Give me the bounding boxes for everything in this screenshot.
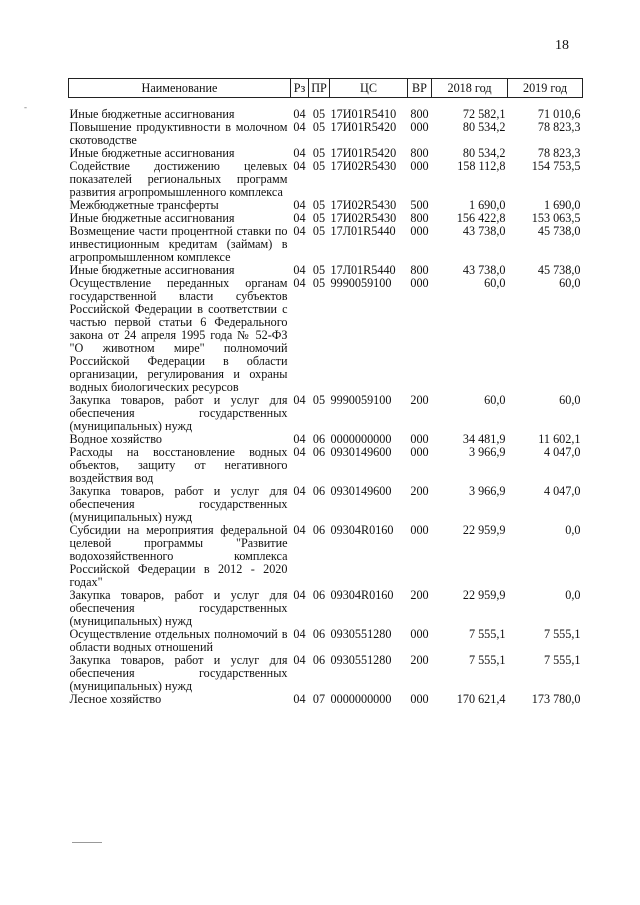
col-header-vr: ВР xyxy=(408,79,432,98)
row-value-2018: 156 422,8 xyxy=(456,211,506,225)
row-value-2019: 4 047,0 xyxy=(543,484,581,498)
row-name: Иные бюджетные ассигнования xyxy=(69,263,235,277)
row-pr: 06 xyxy=(312,445,326,459)
table-body xyxy=(69,98,583,707)
row-rz: 04 xyxy=(293,445,306,459)
budget-table xyxy=(68,78,583,706)
row-pr: 05 xyxy=(312,224,326,238)
row-value-2019: 1 690,0 xyxy=(543,198,581,212)
table-header-row xyxy=(69,79,583,98)
row-pr: 05 xyxy=(312,146,326,160)
row-value-2019: 4 047,0 xyxy=(543,445,581,459)
col-header-name: Наименование xyxy=(69,79,291,98)
row-cs: 0930551280 xyxy=(330,653,392,667)
table-row xyxy=(69,628,583,654)
row-value-2018: 60,0 xyxy=(484,393,506,407)
table-row xyxy=(69,98,583,122)
table-row xyxy=(69,654,583,693)
row-pr: 05 xyxy=(312,393,326,407)
row-rz: 04 xyxy=(293,120,306,134)
table-row xyxy=(69,693,583,706)
row-value-2018: 80 534,2 xyxy=(462,146,506,160)
row-rz: 04 xyxy=(293,159,306,173)
row-pr: 05 xyxy=(312,211,326,225)
row-vr: 000 xyxy=(410,224,429,238)
row-name: Осуществление переданных органам государственной власти субъектов Российской Федерации в соответствии с частью первой статьи 6 Федерального закона от 24 апреля 1995 года № 52-ФЗ "О животном мире" полномочий Российской Федерации в области организации, регулирования и охраны водных биологических ресурсов xyxy=(69,276,288,394)
row-pr: 06 xyxy=(312,432,326,446)
row-name: Иные бюджетные ассигнования xyxy=(69,211,235,225)
table-row xyxy=(69,589,583,628)
margin-mark: - xyxy=(24,102,27,112)
row-vr: 000 xyxy=(410,523,429,537)
row-pr: 07 xyxy=(312,692,326,706)
row-rz: 04 xyxy=(293,263,306,277)
row-rz: 04 xyxy=(293,588,306,602)
row-name: Закупка товаров, работ и услуг для обеспечения государственных (муниципальных) нужд xyxy=(69,393,288,433)
row-name: Водное хозяйство xyxy=(69,432,162,446)
row-rz: 04 xyxy=(293,653,306,667)
row-pr: 06 xyxy=(312,523,326,537)
row-value-2019: 71 010,6 xyxy=(537,107,581,121)
row-rz: 04 xyxy=(293,276,306,290)
row-value-2019: 78 823,3 xyxy=(537,120,581,134)
row-vr: 000 xyxy=(410,692,429,706)
row-cs: 0930149600 xyxy=(330,484,392,498)
row-name: Закупка товаров, работ и услуг для обеспечения государственных (муниципальных) нужд xyxy=(69,588,288,628)
row-vr: 800 xyxy=(410,211,429,225)
row-name: Содействие достижению целевых показателей региональных программ развития агропромышленного комплекса xyxy=(69,159,288,199)
row-vr: 200 xyxy=(410,653,429,667)
row-value-2018: 43 738,0 xyxy=(462,263,506,277)
row-pr: 05 xyxy=(312,107,326,121)
row-value-2019: 45 738,0 xyxy=(537,224,581,238)
row-cs: 17Л01R5440 xyxy=(330,224,396,238)
row-pr: 06 xyxy=(312,588,326,602)
row-vr: 000 xyxy=(410,445,429,459)
row-pr: 05 xyxy=(312,263,326,277)
row-vr: 000 xyxy=(410,120,429,134)
row-value-2019: 173 780,0 xyxy=(531,692,581,706)
table-row xyxy=(69,524,583,589)
row-value-2019: 60,0 xyxy=(559,393,581,407)
row-pr: 05 xyxy=(312,159,326,173)
row-rz: 04 xyxy=(293,211,306,225)
row-value-2018: 3 966,9 xyxy=(468,445,506,459)
row-cs: 17И01R5410 xyxy=(330,107,397,121)
table-row xyxy=(69,394,583,433)
row-value-2019: 0,0 xyxy=(565,588,581,602)
row-name: Иные бюджетные ассигнования xyxy=(69,146,235,160)
row-value-2019: 153 063,5 xyxy=(531,211,581,225)
row-pr: 06 xyxy=(312,653,326,667)
row-pr: 06 xyxy=(312,484,326,498)
row-cs: 09304R0160 xyxy=(330,523,394,537)
row-cs: 9990059100 xyxy=(330,276,392,290)
col-header-pr: ПР xyxy=(309,79,330,98)
row-vr: 800 xyxy=(410,146,429,160)
row-cs: 9990059100 xyxy=(330,393,392,407)
row-value-2019: 7 555,1 xyxy=(543,627,581,641)
row-pr: 05 xyxy=(312,276,326,290)
table-row xyxy=(69,160,583,199)
row-vr: 200 xyxy=(410,484,429,498)
row-value-2018: 43 738,0 xyxy=(462,224,506,238)
table-row xyxy=(69,121,583,147)
row-rz: 04 xyxy=(293,627,306,641)
row-value-2019: 60,0 xyxy=(559,276,581,290)
row-vr: 000 xyxy=(410,627,429,641)
table-row xyxy=(69,225,583,264)
row-vr: 800 xyxy=(410,107,429,121)
row-pr: 05 xyxy=(312,120,326,134)
row-name: Расходы на восстановление водных объектов, защиту от негативного воздействия вод xyxy=(69,445,288,485)
row-vr: 200 xyxy=(410,393,429,407)
table-row xyxy=(69,485,583,524)
row-pr: 05 xyxy=(312,198,326,212)
row-value-2018: 34 481,9 xyxy=(462,432,506,446)
row-value-2018: 1 690,0 xyxy=(468,198,506,212)
row-rz: 04 xyxy=(293,523,306,537)
row-vr: 500 xyxy=(410,198,429,212)
col-header-cs: ЦС xyxy=(330,79,408,98)
row-value-2018: 22 959,9 xyxy=(462,523,506,537)
row-name: Закупка товаров, работ и услуг для обеспечения государственных (муниципальных) нужд xyxy=(69,653,288,693)
col-header-2019: 2019 год xyxy=(508,79,583,98)
row-cs: 0000000000 xyxy=(330,432,392,446)
row-value-2018: 170 621,4 xyxy=(456,692,506,706)
row-vr: 000 xyxy=(410,432,429,446)
row-value-2018: 72 582,1 xyxy=(462,107,506,121)
row-cs: 09304R0160 xyxy=(330,588,394,602)
row-cs: 0930149600 xyxy=(330,445,392,459)
row-vr: 000 xyxy=(410,276,429,290)
row-name: Возмещение части процентной ставки по инвестиционным кредитам (займам) в агропромышленном комплексе xyxy=(69,224,288,264)
row-rz: 04 xyxy=(293,107,306,121)
row-value-2018: 3 966,9 xyxy=(468,484,506,498)
row-name: Закупка товаров, работ и услуг для обеспечения государственных (муниципальных) нужд xyxy=(69,484,288,524)
row-name: Субсидии на мероприятия федеральной целевой программы "Развитие водохозяйственного комплекса Российской Федерации в 2012 - 2020 годах" xyxy=(69,523,288,589)
row-name: Межбюджетные трансферты xyxy=(69,198,219,212)
row-cs: 17И02R5430 xyxy=(330,211,397,225)
row-name: Повышение продуктивности в молочном скотоводстве xyxy=(69,120,288,147)
row-name: Лесное хозяйство xyxy=(69,692,162,706)
table-row xyxy=(69,446,583,485)
row-value-2018: 60,0 xyxy=(484,276,506,290)
page-number: 18 xyxy=(555,38,569,53)
row-value-2019: 45 738,0 xyxy=(537,263,581,277)
row-value-2018: 7 555,1 xyxy=(468,627,506,641)
row-vr: 200 xyxy=(410,588,429,602)
row-vr: 000 xyxy=(410,159,429,173)
row-cs: 17И02R5430 xyxy=(330,159,397,173)
row-value-2019: 11 602,1 xyxy=(538,432,581,446)
row-cs: 17И01R5420 xyxy=(330,120,397,134)
row-value-2018: 158 112,8 xyxy=(457,159,506,173)
row-value-2019: 154 753,5 xyxy=(531,159,581,173)
row-value-2019: 78 823,3 xyxy=(537,146,581,160)
row-value-2018: 7 555,1 xyxy=(468,653,506,667)
row-rz: 04 xyxy=(293,393,306,407)
row-value-2019: 7 555,1 xyxy=(543,653,581,667)
col-header-rz: Рз xyxy=(291,79,309,98)
row-name: Осуществление отдельных полномочий в области водных отношений xyxy=(69,627,288,654)
row-cs: 0000000000 xyxy=(330,692,392,706)
row-value-2018: 80 534,2 xyxy=(462,120,506,134)
row-name: Иные бюджетные ассигнования xyxy=(69,107,235,121)
row-cs: 0930551280 xyxy=(330,627,392,641)
row-value-2018: 22 959,9 xyxy=(462,588,506,602)
row-cs: 17И01R5420 xyxy=(330,146,397,160)
row-cs: 17И02R5430 xyxy=(330,198,397,212)
col-header-2018: 2018 год xyxy=(432,79,508,98)
row-pr: 06 xyxy=(312,627,326,641)
row-rz: 04 xyxy=(293,432,306,446)
row-rz: 04 xyxy=(293,692,306,706)
row-rz: 04 xyxy=(293,224,306,238)
row-rz: 04 xyxy=(293,146,306,160)
row-cs: 17Л01R5440 xyxy=(330,263,396,277)
footer-divider xyxy=(72,842,102,843)
row-rz: 04 xyxy=(293,484,306,498)
row-vr: 800 xyxy=(410,263,429,277)
table-row xyxy=(69,277,583,394)
row-rz: 04 xyxy=(293,198,306,212)
row-value-2019: 0,0 xyxy=(565,523,581,537)
